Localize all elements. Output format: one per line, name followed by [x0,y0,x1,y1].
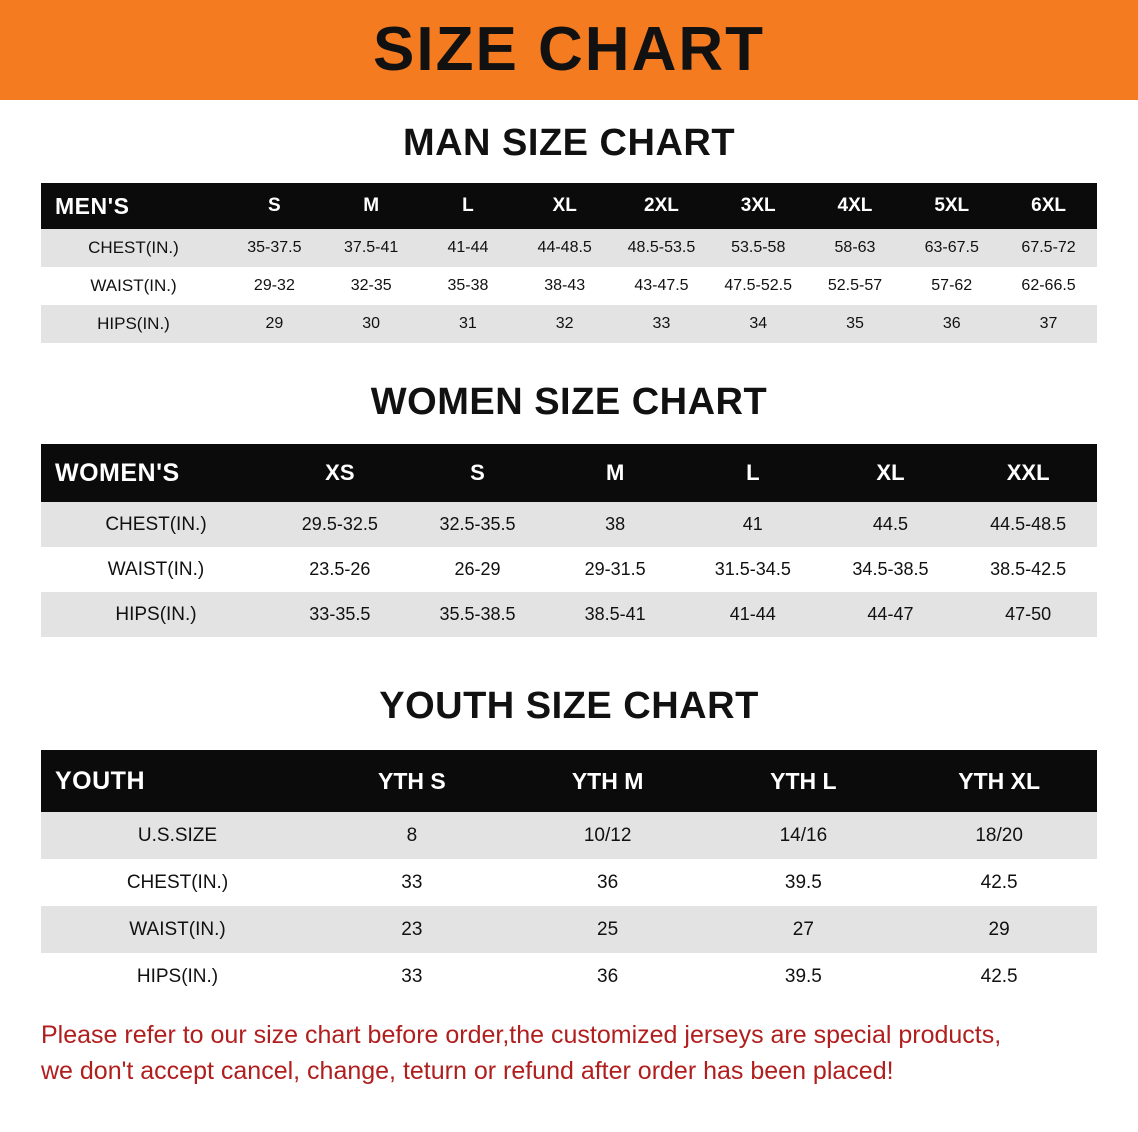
man-size-table-wrap [41,183,1097,343]
table-cell: 35-38 [420,267,517,305]
table-cell: 25 [510,906,706,953]
table-cell: 33 [314,859,510,906]
table-cell: 67.5-72 [1000,229,1097,267]
table-header-cell: L [684,444,822,502]
table-row [41,812,1097,859]
table-header-cell: M [546,444,684,502]
table-cell: 38.5-42.5 [959,547,1097,592]
youth-size-table-wrap [41,750,1097,1000]
table-header-cell: YTH M [510,750,706,812]
table-cell: 18/20 [901,812,1097,859]
table-header-cell: XL [516,183,613,229]
table-cell: 32 [516,305,613,343]
table-header-cell: XS [271,444,409,502]
table-row [41,547,1097,592]
table-row [41,906,1097,953]
table-cell: 35 [807,305,904,343]
row-label: WAIST(IN.) [41,267,226,305]
table-header-cell: YTH L [706,750,902,812]
table-cell: 29 [226,305,323,343]
table-cell: 39.5 [706,953,902,1000]
table-cell: 38 [546,502,684,547]
table-cell: 47-50 [959,592,1097,637]
table-cell: 44-48.5 [516,229,613,267]
table-header-cell: WOMEN'S [41,444,271,502]
table-cell: 34 [710,305,807,343]
table-header-cell: YOUTH [41,750,314,812]
table-cell: 43-47.5 [613,267,710,305]
table-cell: 63-67.5 [903,229,1000,267]
table-header-cell: S [409,444,547,502]
table-cell: 52.5-57 [807,267,904,305]
table-cell: 36 [903,305,1000,343]
table-cell: 36 [510,953,706,1000]
women-size-table [41,444,1097,637]
table-row [41,267,1097,305]
table-cell: 8 [314,812,510,859]
table-cell: 35-37.5 [226,229,323,267]
table-cell: 62-66.5 [1000,267,1097,305]
table-cell: 41-44 [684,592,822,637]
table-row [41,859,1097,906]
row-label: HIPS(IN.) [41,953,314,1000]
women-size-table-wrap [41,444,1097,637]
table-row [41,229,1097,267]
table-header-row [41,750,1097,812]
table-row [41,592,1097,637]
table-header-cell: L [420,183,517,229]
policy-note-line-1: Please refer to our size chart before order,the customized jerseys are special products, [41,1021,1002,1049]
table-header-cell: XL [822,444,960,502]
page-banner [0,0,1138,100]
table-header-row [41,183,1097,229]
table-cell: 42.5 [901,859,1097,906]
table-header-cell: M [323,183,420,229]
table-header-cell: XXL [959,444,1097,502]
table-header-cell: MEN'S [41,183,226,229]
row-label: CHEST(IN.) [41,859,314,906]
table-cell: 31 [420,305,517,343]
table-cell: 33-35.5 [271,592,409,637]
table-cell: 29.5-32.5 [271,502,409,547]
table-cell: 29 [901,906,1097,953]
man-size-table [41,183,1097,343]
table-header-cell: YTH S [314,750,510,812]
policy-note-line-2: we don't accept cancel, change, teturn or refund after order has been placed! [41,1056,894,1085]
table-cell: 23.5-26 [271,547,409,592]
table-header-cell: S [226,183,323,229]
row-label: CHEST(IN.) [41,229,226,267]
row-label: HIPS(IN.) [41,592,271,637]
table-cell: 57-62 [903,267,1000,305]
policy-note [41,1018,1097,1089]
table-cell: 32-35 [323,267,420,305]
table-header-cell: 3XL [710,183,807,229]
table-cell: 33 [613,305,710,343]
table-cell: 41 [684,502,822,547]
row-label: HIPS(IN.) [41,305,226,343]
table-header-cell: YTH XL [901,750,1097,812]
table-cell: 29-31.5 [546,547,684,592]
table-cell: 37.5-41 [323,229,420,267]
table-cell: 48.5-53.5 [613,229,710,267]
table-cell: 33 [314,953,510,1000]
youth-size-table [41,750,1097,1000]
table-cell: 30 [323,305,420,343]
table-cell: 44.5 [822,502,960,547]
man-section-heading: MAN SIZE CHART [402,122,736,164]
table-cell: 44.5-48.5 [959,502,1097,547]
table-cell: 47.5-52.5 [710,267,807,305]
table-cell: 38-43 [516,267,613,305]
table-cell: 39.5 [706,859,902,906]
row-label: U.S.SIZE [41,812,314,859]
table-cell: 26-29 [409,547,547,592]
table-row [41,502,1097,547]
row-label: WAIST(IN.) [41,906,314,953]
table-header-cell: 6XL [1000,183,1097,229]
table-cell: 14/16 [706,812,902,859]
table-cell: 35.5-38.5 [409,592,547,637]
youth-section-heading: YOUTH SIZE CHART [379,685,759,727]
table-cell: 53.5-58 [710,229,807,267]
table-header-cell: 5XL [903,183,1000,229]
table-cell: 27 [706,906,902,953]
table-cell: 32.5-35.5 [409,502,547,547]
table-cell: 38.5-41 [546,592,684,637]
table-header-cell: 4XL [807,183,904,229]
table-cell: 37 [1000,305,1097,343]
table-cell: 31.5-34.5 [684,547,822,592]
row-label: WAIST(IN.) [41,547,271,592]
table-row [41,953,1097,1000]
table-header-row [41,444,1097,502]
table-header-cell: 2XL [613,183,710,229]
table-cell: 10/12 [510,812,706,859]
page-title: SIZE CHART [373,15,765,84]
table-cell: 41-44 [420,229,517,267]
table-cell: 36 [510,859,706,906]
table-cell: 58-63 [807,229,904,267]
row-label: CHEST(IN.) [41,502,271,547]
table-cell: 42.5 [901,953,1097,1000]
table-row [41,305,1097,343]
table-cell: 34.5-38.5 [822,547,960,592]
table-cell: 29-32 [226,267,323,305]
table-cell: 44-47 [822,592,960,637]
table-cell: 23 [314,906,510,953]
women-section-heading: WOMEN SIZE CHART [370,381,768,423]
